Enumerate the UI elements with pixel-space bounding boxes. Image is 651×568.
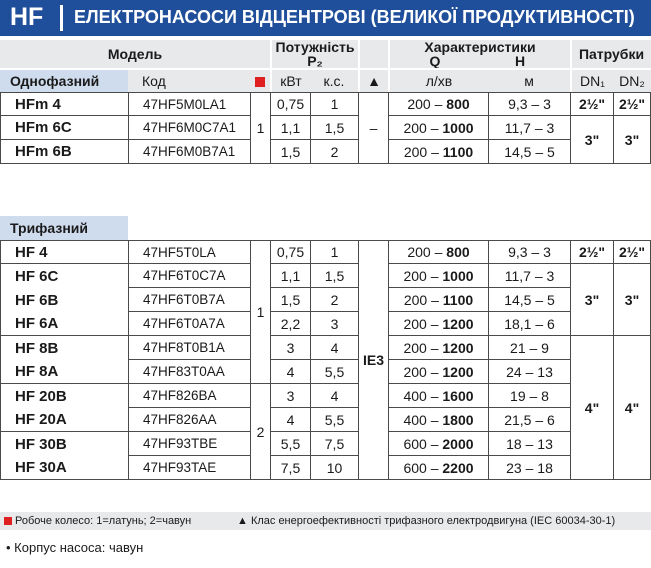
q-label: Q xyxy=(429,53,441,68)
red-square-icon xyxy=(255,77,265,87)
single-phase-table xyxy=(0,40,651,164)
power-kw: 0,75 xyxy=(270,92,310,116)
model-name: HF 30A xyxy=(0,456,128,480)
dn1-value: 2½" xyxy=(570,92,613,116)
power-hp: 1,5 xyxy=(310,264,358,288)
power-kw: 2,2 xyxy=(270,312,310,336)
flow-to: 800 xyxy=(446,244,470,260)
model-name: HFm 6B xyxy=(0,140,128,164)
three-phase-label: Трифазний xyxy=(0,216,128,240)
header-row-2 xyxy=(0,68,651,92)
impeller-value: 2 xyxy=(250,384,270,480)
product-code: 47HF826AA xyxy=(128,408,250,432)
table-row xyxy=(0,360,651,384)
power-hp: 1 xyxy=(310,92,358,116)
flow-range xyxy=(388,264,488,288)
power-kw: 1,5 xyxy=(270,288,310,312)
power-hp: 1 xyxy=(310,240,358,264)
power-kw: 3 xyxy=(270,384,310,408)
head-range: 21,5 – 6 xyxy=(488,408,570,432)
dn2-value: 4" xyxy=(613,336,651,480)
dn2-value: 2½" xyxy=(613,240,651,264)
flow-from: 400 – xyxy=(403,411,443,428)
flow-to: 800 xyxy=(446,96,470,112)
power-header-label: Потужність xyxy=(275,40,355,55)
power-hp: 1,5 xyxy=(310,116,358,140)
dn2-value: 3" xyxy=(613,116,651,164)
product-code: 47HF6T0B7A xyxy=(128,288,250,312)
flow-range xyxy=(388,336,488,360)
flow-range xyxy=(388,432,488,456)
table-row xyxy=(0,140,651,164)
flow-to: 1200 xyxy=(442,315,474,332)
flow-from: 200 – xyxy=(403,291,443,308)
kw-header: кВт xyxy=(270,68,310,92)
characteristics-header xyxy=(388,40,570,68)
power-hp: 4 xyxy=(310,384,358,408)
head-range: 18 – 13 xyxy=(488,432,570,456)
table-row xyxy=(0,288,651,312)
model-name: HF 6B xyxy=(0,288,128,312)
product-code: 47HF5T0LA xyxy=(128,240,250,264)
product-code: 47HF8T0B1A xyxy=(128,336,250,360)
model-name: HFm 6C xyxy=(0,116,128,140)
label-row-spacer xyxy=(128,216,651,240)
impeller-value: 1 xyxy=(250,92,270,164)
product-code: 47HF6M0C7A1 xyxy=(128,116,250,140)
three-phase-table xyxy=(0,216,651,480)
power-hp: 3 xyxy=(310,312,358,336)
ports-header: Патрубки xyxy=(570,40,651,68)
model-name: HF 20B xyxy=(0,384,128,408)
flow-to: 1600 xyxy=(442,387,474,404)
p2-label: P₂ xyxy=(307,53,323,68)
flow-to: 1000 xyxy=(442,267,474,284)
flow-to: 1100 xyxy=(442,291,474,308)
head-range: 9,3 – 3 xyxy=(488,92,570,116)
product-code: 47HF6T0A7A xyxy=(128,312,250,336)
flow-to: 1100 xyxy=(442,143,474,160)
head-range: 14,5 – 5 xyxy=(488,288,570,312)
title-banner xyxy=(0,0,651,36)
power-kw: 4 xyxy=(270,360,310,384)
ie-legend: ▲ Клас енергоефективності трифазного електродвигуна (IEC 60034-30-1) xyxy=(237,515,616,527)
power-hp: 5,5 xyxy=(310,408,358,432)
housing-note: • Корпус насоса: чавун xyxy=(6,540,144,555)
blank-header xyxy=(358,40,388,68)
dn2-value: 2½" xyxy=(613,92,651,116)
flow-from: 600 – xyxy=(403,459,443,476)
head-range: 11,7 – 3 xyxy=(488,116,570,140)
characteristics-label: Характеристики xyxy=(424,40,536,55)
power-kw: 3 xyxy=(270,336,310,360)
flow-range xyxy=(388,456,488,480)
legend-bar xyxy=(0,512,651,530)
m-header: м xyxy=(488,68,570,92)
power-hp: 10 xyxy=(310,456,358,480)
head-range: 18,1 – 6 xyxy=(488,312,570,336)
flow-range xyxy=(388,92,488,116)
three-phase-label-row xyxy=(0,216,651,240)
power-hp: 7,5 xyxy=(310,432,358,456)
product-code: 47HF6M0B7A1 xyxy=(128,140,250,164)
banner-divider xyxy=(60,5,63,31)
flow-range xyxy=(388,312,488,336)
product-code: 47HF6T0C7A xyxy=(128,264,250,288)
product-code: 47HF5M0LA1 xyxy=(128,92,250,116)
power-hp: 2 xyxy=(310,140,358,164)
flow-from: 200 – xyxy=(403,119,443,136)
model-name: HF 4 xyxy=(0,240,128,264)
table-row xyxy=(0,336,651,360)
product-code: 47HF826BA xyxy=(128,384,250,408)
flow-range xyxy=(388,116,488,140)
dn1-value: 2½" xyxy=(570,240,613,264)
table-row xyxy=(0,432,651,456)
product-code: 47HF93TAE xyxy=(128,456,250,480)
lpm-header: л/хв xyxy=(388,68,488,92)
triangle-icon: ▲ xyxy=(358,68,388,92)
hp-header: к.с. xyxy=(310,68,358,92)
flow-from: 600 – xyxy=(403,435,443,452)
power-kw: 4 xyxy=(270,408,310,432)
power-kw: 7,5 xyxy=(270,456,310,480)
flow-range xyxy=(388,240,488,264)
model-name: HF 8B xyxy=(0,336,128,360)
ie-class: – xyxy=(358,92,388,164)
table-row xyxy=(0,384,651,408)
power-kw: 5,5 xyxy=(270,432,310,456)
flow-from: 200 – xyxy=(403,315,443,332)
flow-from: 200 – xyxy=(403,267,443,284)
header-row-1 xyxy=(0,40,651,68)
flow-from: 400 – xyxy=(403,387,443,404)
flow-range xyxy=(388,360,488,384)
flow-to: 1200 xyxy=(442,363,474,380)
ie-class: IE3 xyxy=(358,240,388,480)
single-phase-label: Однофазний xyxy=(0,68,128,92)
impeller-marker xyxy=(250,68,270,92)
model-name: HF 8A xyxy=(0,360,128,384)
product-code: 47HF83T0AA xyxy=(128,360,250,384)
head-range: 11,7 – 3 xyxy=(488,264,570,288)
table-row xyxy=(0,312,651,336)
impeller-legend xyxy=(4,515,191,527)
power-kw: 1,1 xyxy=(270,264,310,288)
table-row xyxy=(0,240,651,264)
power-hp: 2 xyxy=(310,288,358,312)
table-row xyxy=(0,264,651,288)
power-kw: 1,5 xyxy=(270,140,310,164)
flow-from: 200 – xyxy=(403,339,443,356)
head-range: 23 – 18 xyxy=(488,456,570,480)
power-header xyxy=(270,40,358,68)
dn1-value: 3" xyxy=(570,116,613,164)
power-kw: 0,75 xyxy=(270,240,310,264)
table-row xyxy=(0,408,651,432)
model-name: HF 6C xyxy=(0,264,128,288)
flow-range xyxy=(388,140,488,164)
dn2-header: DN₂ xyxy=(613,68,651,92)
flow-to: 2000 xyxy=(442,435,474,452)
table-row xyxy=(0,456,651,480)
code-header: Код xyxy=(128,68,250,92)
power-kw: 1,1 xyxy=(270,116,310,140)
flow-to: 1200 xyxy=(442,339,474,356)
dn2-value: 3" xyxy=(613,264,651,336)
model-name: HFm 4 xyxy=(0,92,128,116)
red-square-icon xyxy=(4,517,12,525)
series-code: HF xyxy=(10,3,44,31)
flow-to: 1000 xyxy=(442,119,474,136)
head-range: 9,3 – 3 xyxy=(488,240,570,264)
model-name: HF 6A xyxy=(0,312,128,336)
flow-to: 1800 xyxy=(442,411,474,428)
flow-from: 200 – xyxy=(403,143,443,160)
model-name: HF 30B xyxy=(0,432,128,456)
dn1-value: 4" xyxy=(570,336,613,480)
h-label: H xyxy=(514,53,526,68)
head-range: 19 – 8 xyxy=(488,384,570,408)
head-range: 14,5 – 5 xyxy=(488,140,570,164)
table-row xyxy=(0,92,651,116)
power-hp: 4 xyxy=(310,336,358,360)
flow-range xyxy=(388,288,488,312)
flow-from: 200 – xyxy=(407,244,447,260)
flow-to: 2200 xyxy=(442,459,474,476)
power-hp: 5,5 xyxy=(310,360,358,384)
flow-from: 200 – xyxy=(407,96,447,112)
impeller-legend-text: Робоче колесо: 1=латунь; 2=чавун xyxy=(15,515,192,527)
model-name: HF 20A xyxy=(0,408,128,432)
model-header: Модель xyxy=(0,40,270,68)
page-title: ЕЛЕКТРОНАСОСИ ВІДЦЕНТРОВІ (ВЕЛИКОЇ ПРОДУКТИВНОСТІ) xyxy=(74,7,635,27)
flow-from: 200 – xyxy=(403,363,443,380)
product-code: 47HF93TBE xyxy=(128,432,250,456)
flow-range xyxy=(388,408,488,432)
dn1-value: 3" xyxy=(570,264,613,336)
table-row xyxy=(0,116,651,140)
head-range: 21 – 9 xyxy=(488,336,570,360)
impeller-value: 1 xyxy=(250,240,270,384)
flow-range xyxy=(388,384,488,408)
head-range: 24 – 13 xyxy=(488,360,570,384)
dn1-header: DN₁ xyxy=(570,68,613,92)
